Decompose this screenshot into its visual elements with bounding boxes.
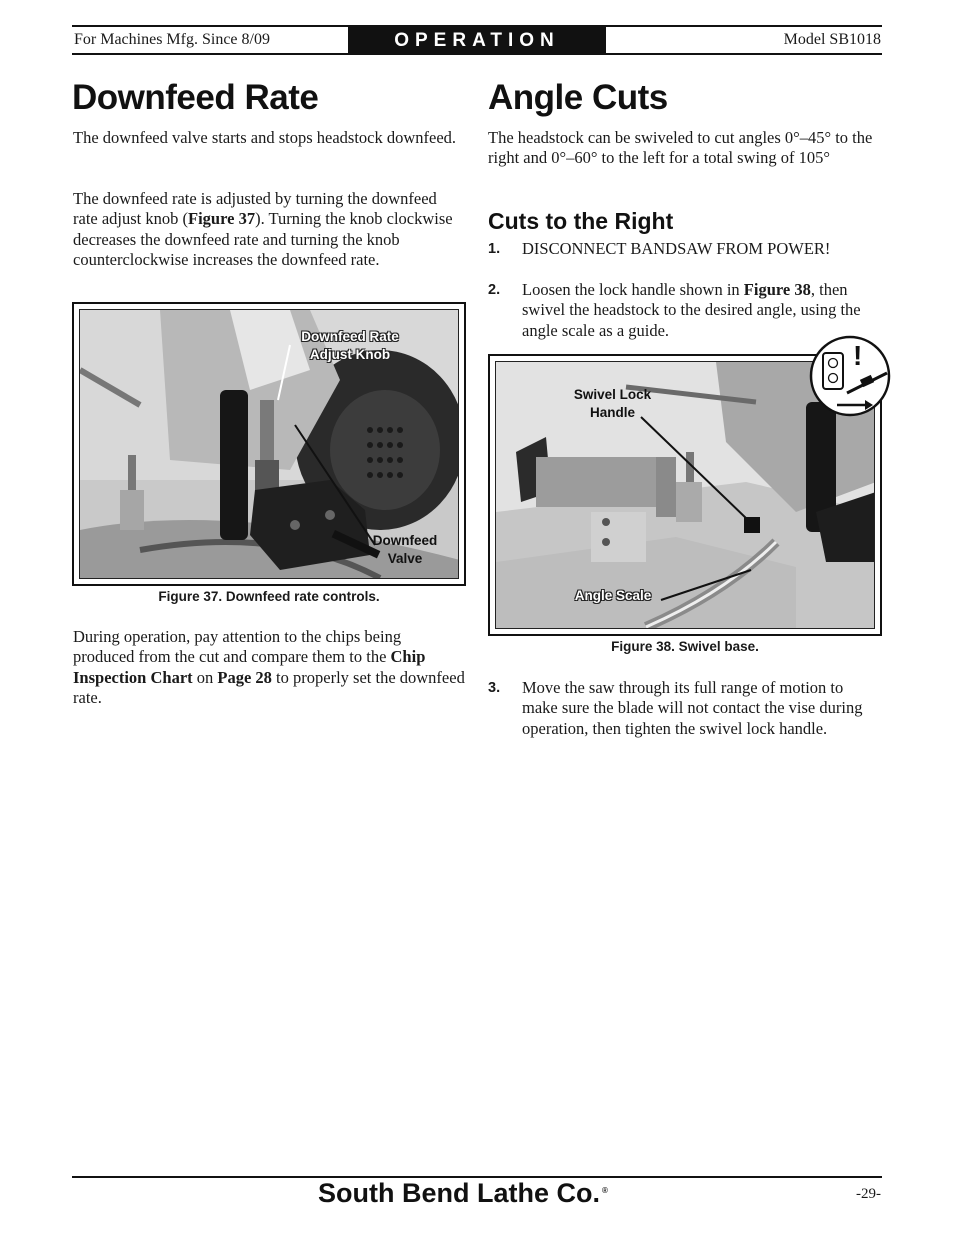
disconnect-power-badge [809, 335, 891, 417]
step-3-number: 3. [488, 680, 501, 696]
step-1-text: DISCONNECT BANDSAW FROM POWER! [522, 239, 831, 258]
callout-downfeed-rate-knob: Downfeed Rate Adjust Knob [301, 329, 399, 362]
footer-brand-logo: South Bend Lathe Co. [318, 1178, 600, 1208]
step-1-number: 1. [488, 241, 501, 257]
step-3-text: Move the saw through its full range of motion to make sure the blade will not contact the vise during operation, then tighten the swivel lock handle. [522, 678, 863, 738]
downfeed-adjust-paragraph: The downfeed rate is adjusted by turning the downfeed rate adjust knob (Figure 37). Turning the knob clockwise decreases the downfeed rate and turning the knob counterclockwise increases the downfeed rate. [73, 189, 453, 269]
step-2-text: Loosen the lock handle shown in Figure 38, then swivel the headstock to the desired angle, using the angle scale as a guide. [522, 280, 861, 340]
page-number: -29- [856, 1186, 881, 1202]
unplug-icon [809, 335, 891, 417]
angle-cuts-intro-paragraph: The headstock can be swiveled to cut angles 0°–45° to the right and 0°–60° to the left for a total swing of 105° [488, 128, 873, 168]
step-2-number: 2. [488, 282, 501, 298]
figure-37 [72, 302, 466, 586]
header-model: Model SB1018 [783, 31, 881, 48]
downfeed-rate-heading: Downfeed Rate [72, 78, 319, 117]
downfeed-intro-paragraph: The downfeed valve starts and stops headstock downfeed. [73, 128, 457, 147]
figure-37-caption: Figure 37. Downfeed rate controls. [158, 589, 380, 604]
figure-38-caption: Figure 38. Swivel base. [611, 639, 759, 654]
angle-cuts-heading: Angle Cuts [488, 78, 668, 117]
warning-exclamation: ! [853, 340, 863, 371]
callout-downfeed-valve: Downfeed Valve [372, 533, 438, 566]
callout-swivel-lock-handle: Swivel Lock Handle [573, 387, 652, 420]
header-rule-bottom [72, 53, 882, 55]
header-section-label: OPERATION [348, 27, 606, 53]
cuts-to-right-heading: Cuts to the Right [488, 208, 674, 234]
callout-angle-scale: Angle Scale [574, 588, 652, 603]
chip-inspection-paragraph: During operation, pay attention to the chips being produced from the cut and compare them to the Chip Inspection Chart on Page 28 to properly set the downfeed rate. [73, 627, 465, 707]
registered-mark-icon: ® [602, 1186, 608, 1195]
header-machines-note: For Machines Mfg. Since 8/09 [74, 31, 270, 48]
